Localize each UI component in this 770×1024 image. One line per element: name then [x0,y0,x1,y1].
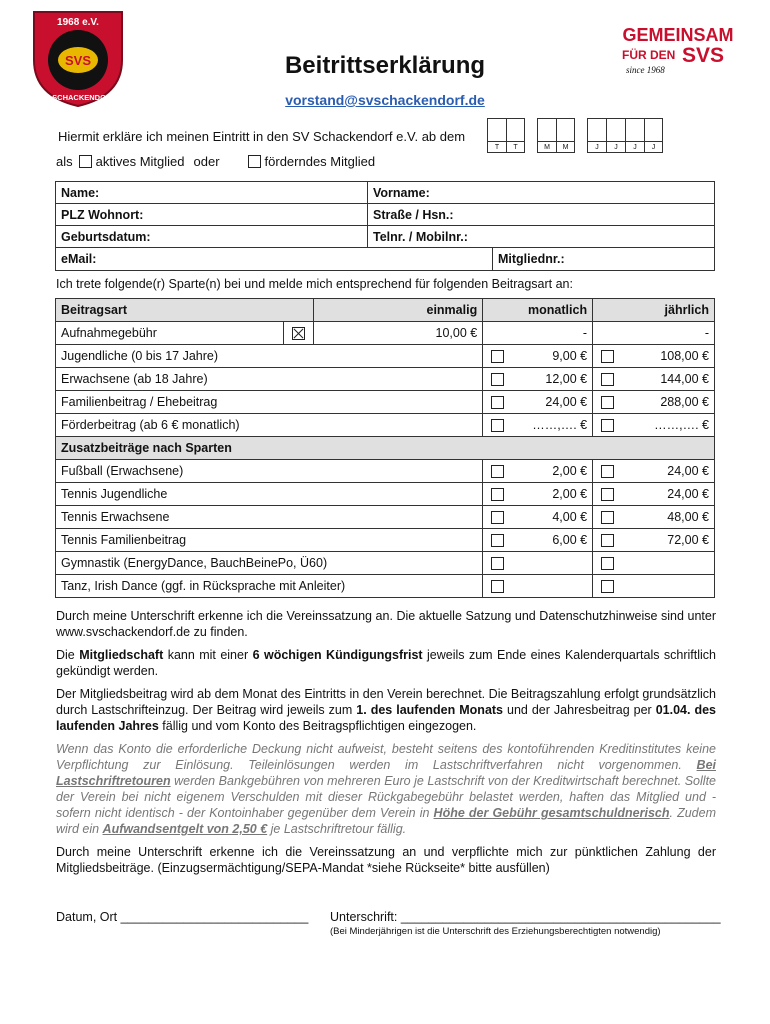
extra-yearly-checkbox[interactable] [601,511,614,524]
fee-yearly: 108,00 € [623,345,715,368]
p3-text-c: und der Jahresbeitrag per [503,703,656,717]
extra-monthly-cb-cell [483,552,513,575]
email-field[interactable]: eMail: [61,252,97,266]
table-row [56,575,715,598]
extra-monthly-cb-cell [483,506,513,529]
extra-monthly: 4,00 € [513,506,593,529]
extra-yearly-checkbox[interactable] [601,557,614,570]
date-place-field[interactable]: Datum, Ort ___________________________ [56,910,309,924]
p4-underline-2: Höhe der Gebühr gesamtschuldnerisch [433,806,670,820]
table-row [56,248,715,271]
extra-monthly-cb-cell [483,483,513,506]
aufnahme-row [56,322,715,345]
extra-yearly-checkbox[interactable] [601,488,614,501]
slogan-logo [620,24,736,76]
extra-yearly-cb-cell [593,552,623,575]
day-label: T [513,144,518,151]
header-jaehrlich: jährlich [593,299,715,322]
month-box[interactable] [556,118,575,153]
table-row [56,204,715,226]
entry-date-boxes[interactable] [487,118,675,153]
p4-text-a: Wenn das Konto die erforderliche Deckung nicht aufweist, besteht seitens des kontoführenden Kreditinstitutes keine Verpflichtung zur Einlösung. Teileinlösungen werden im Lastschriftverfahren nicht vorgenommen. [56,742,716,772]
day-box[interactable] [487,118,506,153]
fee-yearly-checkbox[interactable] [601,373,614,386]
table-row [56,368,715,391]
table-row [56,483,715,506]
year-box[interactable] [625,118,644,153]
day-box[interactable] [506,118,525,153]
fees-table [55,298,715,598]
plz-field[interactable]: PLZ Wohnort: [56,204,368,226]
p4-text-c: . Zudem wird ein [56,806,716,836]
year-box[interactable] [644,118,663,153]
als-label: als [56,154,73,169]
p1-text-b: zu finden. [190,625,248,639]
sparten-text: Ich trete folgende(r) Sparte(n) bei und melde mich entsprechend für folgenden Beitragsart an: [56,277,573,291]
year-label: J [595,144,599,151]
strasse-field[interactable]: Straße / Hsn.: [368,204,715,226]
year-label: J [614,144,618,151]
fee-yearly-checkbox[interactable] [601,419,614,432]
extra-monthly-checkbox[interactable] [491,465,504,478]
fee-monthly-checkbox[interactable] [491,419,504,432]
fee-monthly: 9,00 € [513,345,593,368]
slogan-line1: GEMEINSAM [622,25,734,45]
extra-label: Tennis Jugendliche [56,483,483,506]
table-row [56,552,715,575]
page-title: Beitrittserklärung [284,52,486,79]
table-row [56,391,715,414]
p2-text-a: Die [56,648,80,662]
support-member-label: förderndes Mitglied [264,154,376,169]
aufnahme-einmalig: 10,00 € [313,322,483,345]
oder-label: oder [193,154,220,169]
p2-bold-1: Mitgliedschaft [79,648,164,662]
fee-yearly-cb-cell [593,368,623,391]
p2-text-d: jeweils zum Ende eines Kalenderquartals schriftlich gekündigt werden. [56,648,717,678]
support-member-checkbox[interactable] [248,155,261,168]
website-link[interactable]: www.svschackendorf.de [56,625,191,639]
fee-yearly-cb-cell [593,345,623,368]
extra-monthly: 2,00 € [513,483,593,506]
p4-underline-1: Bei Lastschriftretouren [56,758,716,788]
sub-header: Zusatzbeiträge nach Sparten [56,437,715,460]
extra-monthly [513,575,593,598]
fee-label: Erwachsene (ab 18 Jahre) [56,368,483,391]
signature-field[interactable]: Unterschrift: ______________________________________________ [330,910,721,924]
contact-email-link[interactable]: vorstand@svschackendorf.de [285,92,485,108]
fee-label: Jugendliche (0 bis 17 Jahre) [56,345,483,368]
fee-monthly-checkbox[interactable] [491,396,504,409]
active-member-label: aktives Mitglied [95,154,185,169]
fee-monthly-checkbox[interactable] [491,373,504,386]
extra-yearly-checkbox[interactable] [601,465,614,478]
email-mitglied-cell [56,248,715,271]
fee-monthly: ……,…. € [513,414,593,437]
month-label: M [544,144,550,151]
p4-underline-3: Aufwandsentgelt von 2,50 € [102,822,268,836]
extra-yearly [623,575,715,598]
table-row [56,414,715,437]
logo-year-text: 1968 e.V. [57,17,99,28]
header-beitragsart: Beitragsart [56,299,314,322]
year-label: J [651,144,656,151]
fee-yearly: 144,00 € [623,368,715,391]
extra-yearly: 72,00 € [623,529,715,552]
p2-bold-2: 6 wöchigen Kündigungsfrist [252,648,423,662]
fee-yearly-checkbox[interactable] [601,350,614,363]
fee-yearly-checkbox[interactable] [601,396,614,409]
aufnahme-checkbox[interactable] [292,327,305,340]
extra-monthly: 6,00 € [513,529,593,552]
extra-label: Gymnastik (EnergyDance, BauchBeinePo, Ü60) [56,552,483,575]
signature-note: (Bei Minderjährigen ist die Unterschrift des Erziehungsberechtigten notwendig) [330,926,661,937]
statute-paragraph [56,608,716,640]
direct-debit-paragraph [56,741,716,837]
personal-data-table [55,181,715,271]
extra-monthly [513,552,593,575]
year-label: J [633,144,637,151]
aufnahme-jaehrlich: - [593,322,715,345]
extra-monthly: 2,00 € [513,460,593,483]
logo-ring-text: SV SCHACKENDORF [40,93,116,102]
aufnahme-checkbox-cell [283,322,313,345]
p3-bold-2: 01.04. des laufenden Jahres [56,703,717,733]
header-monatlich: monatlich [483,299,593,322]
fee-monthly-cb-cell [483,414,513,437]
fee-monthly-cb-cell [483,345,513,368]
extra-monthly-cb-cell [483,460,513,483]
extra-yearly: 48,00 € [623,506,715,529]
fee-paragraph [56,686,716,734]
extra-monthly-cb-cell [483,575,513,598]
aufnahme-label: Aufnahmegebühr [56,322,284,345]
table-row [56,345,715,368]
extra-label: Tanz, Irish Dance (ggf. in Rücksprache mit Anleiter) [56,575,483,598]
extra-label: Fußball (Erwachsene) [56,460,483,483]
extra-yearly-cb-cell [593,483,623,506]
obligation-paragraph: Durch meine Unterschrift erkenne ich die Vereinssatzung an und verpflichte mich zur pünktlichen Zahlung der Mitgliedsbeiträge. (Einzugsermächtigung/SEPA-Mandat *siehe Rückseite* bitte ausfüllen) [56,845,716,875]
year-box[interactable] [606,118,625,153]
extra-monthly-checkbox[interactable] [491,488,504,501]
fee-label: Förderbeitrag (ab 6 € monatlich) [56,414,483,437]
terms-section [56,608,716,883]
slogan-line2b: SVS [682,44,725,67]
table-row [56,226,715,248]
mitgliednr-field[interactable]: Mitgliednr.: [492,248,714,270]
extra-label: Tennis Familienbeitrag [56,529,483,552]
telefon-field[interactable]: Telnr. / Mobilnr.: [368,226,715,248]
year-box[interactable] [587,118,606,153]
extra-yearly: 24,00 € [623,460,715,483]
extra-label: Tennis Erwachsene [56,506,483,529]
fee-monthly-cb-cell [483,368,513,391]
logo-center-text: SVS [64,53,92,68]
fee-monthly: 12,00 € [513,368,593,391]
active-member-checkbox[interactable] [79,155,92,168]
membership-paragraph [56,647,716,679]
fees-header-row [56,299,715,322]
club-logo [30,8,126,108]
fee-monthly-checkbox[interactable] [491,350,504,363]
p4-text-d: je Lastschriftretour fällig. [267,822,407,836]
name-field[interactable]: Name: [56,182,368,204]
geburt-field[interactable]: Geburtsdatum: [56,226,368,248]
vorname-field[interactable]: Vorname: [368,182,715,204]
fee-label: Familienbeitrag / Ehebeitrag [56,391,483,414]
extra-yearly-cb-cell [593,506,623,529]
p3-text-a: Der Mitgliedsbeitrag wird ab dem Monat des Eintritts in den Verein berechnet. Die Beitragszahlung erfolgt grundsätzlich durch Lastschrifteinzug. Der Beitrag wird jeweils zum [56,687,716,717]
extra-monthly-checkbox[interactable] [491,534,504,547]
fee-yearly: 288,00 € [623,391,715,414]
membership-type-line [56,154,375,169]
fee-yearly-cb-cell [593,414,623,437]
extra-yearly: 24,00 € [623,483,715,506]
table-row [56,506,715,529]
p3-bold-1: 1. des laufenden Monats [356,703,504,717]
fee-monthly-cb-cell [483,391,513,414]
table-row [56,529,715,552]
intro-text: Hiermit erkläre ich meinen Eintritt in den SV Schackendorf e.V. ab dem [58,129,466,144]
aufnahme-monatlich: - [483,322,593,345]
extra-monthly-cb-cell [483,529,513,552]
month-label: M [562,144,569,151]
extra-yearly-checkbox[interactable] [601,534,614,547]
month-box[interactable] [537,118,556,153]
extra-monthly-checkbox[interactable] [491,580,504,593]
year-group[interactable] [587,118,663,153]
slogan-line3: since 1968 [626,65,665,75]
fee-monthly: 24,00 € [513,391,593,414]
table-row [56,460,715,483]
extra-yearly-cb-cell [593,575,623,598]
extra-yearly-cb-cell [593,529,623,552]
table-row [56,182,715,204]
day-group[interactable] [487,118,525,153]
sub-header-row [56,437,715,460]
p1-text-a: Durch meine Unterschrift erkenne ich die Vereinssatzung an. Die aktuelle Satzung und Datenschutzhinweise sind unter [56,609,716,623]
extra-monthly-checkbox[interactable] [491,511,504,524]
header-einmalig: einmalig [313,299,483,322]
extra-yearly [623,552,715,575]
day-label: T [494,144,500,151]
extra-yearly-checkbox[interactable] [601,580,614,593]
p4-text-b: werden Bankgebühren von mehreren Euro je Lastschrift von der Kreditwirtschaft berechnet. Sollte der Verein bei nicht eigenem Verschulden mit dieser Rückgabegebühr belastet werden, haften das Mitglied und - sofern nicht identisch - der Kontoinhaber gegenüber dem Verein in [56,774,716,820]
extra-monthly-checkbox[interactable] [491,557,504,570]
slogan-line2a: FÜR DEN [622,48,676,62]
p2-text-c: kann mit einer [163,648,253,662]
extra-yearly-cb-cell [593,460,623,483]
p3-text-d: fällig und vom Konto des Beitragspflichtigen eingezogen. [158,719,477,733]
month-group[interactable] [537,118,575,153]
fee-yearly-cb-cell [593,391,623,414]
fee-yearly: ……,…. € [623,414,715,437]
